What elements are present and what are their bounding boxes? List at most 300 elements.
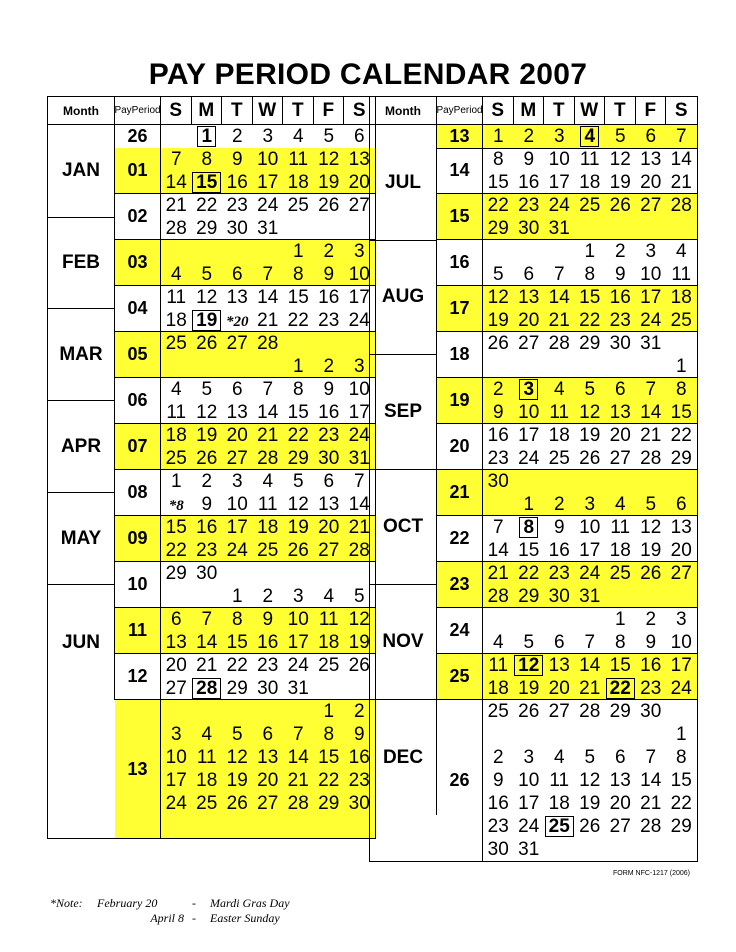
day-cell: 5 <box>523 632 535 653</box>
pay-period-label: 11 <box>115 608 161 654</box>
day-cell: 9 <box>262 609 274 630</box>
day-cell <box>192 240 223 263</box>
week-row <box>161 194 375 217</box>
day-cell <box>161 493 192 516</box>
day-cell: 23 <box>487 448 509 469</box>
day-cell: 19 <box>487 310 509 331</box>
day-cell: 2 <box>262 586 274 607</box>
day-cell: 24 <box>348 425 370 446</box>
day-cell <box>636 470 667 493</box>
day-cell: 14 <box>548 287 570 308</box>
day-cell <box>666 585 697 608</box>
day-cell: 4 <box>170 379 182 400</box>
day-cell: 20 <box>257 770 279 791</box>
day-cell: 30 <box>518 218 540 239</box>
day-cell: 27 <box>518 333 540 354</box>
day-cell: 16 <box>348 747 370 768</box>
footnote <box>50 896 290 926</box>
day-cell: 16 <box>609 287 631 308</box>
day-cell: 7 <box>492 517 504 538</box>
day-cell: 21 <box>196 655 218 676</box>
day-cell: 8 <box>292 264 304 285</box>
day-cell: 30 <box>487 839 509 860</box>
day-cell: 13 <box>609 770 631 791</box>
day-cell: 13 <box>640 149 662 170</box>
day-cell: 10 <box>518 402 540 423</box>
day-cell <box>514 608 545 631</box>
day-cell: 17 <box>287 632 309 653</box>
day-cell: 19 <box>348 632 370 653</box>
day-cell: 6 <box>675 494 687 515</box>
day-cell: 20 <box>165 655 187 676</box>
day-cell: 10 <box>348 379 370 400</box>
day-cell: 14 <box>579 655 601 676</box>
pay-period-label: 24 <box>437 608 483 654</box>
day-cell: 21 <box>548 310 570 331</box>
day-cell: 18 <box>318 632 340 653</box>
day-cell: 14 <box>670 149 692 170</box>
day-cell: 28 <box>165 218 187 239</box>
day-cell: 22 <box>226 655 248 676</box>
day-cell <box>544 355 575 378</box>
day-cell: 6 <box>523 264 535 285</box>
day-cell: 27 <box>165 678 187 699</box>
day-cell: 3 <box>645 241 657 262</box>
month-label: OCT <box>370 470 437 585</box>
note-event: Easter Sunday <box>210 911 280 925</box>
day-cell: 7 <box>675 126 687 147</box>
note-date: February 20 <box>97 896 158 910</box>
day-cell: 8 <box>675 747 687 768</box>
day-cell <box>161 355 192 378</box>
day-cell: 27 <box>609 816 631 837</box>
day-cell <box>544 815 575 838</box>
day-cell: 2 <box>201 471 213 492</box>
week-row <box>483 493 697 516</box>
week-row <box>161 401 375 424</box>
month-label: APR <box>48 401 115 493</box>
day-cell: 16 <box>257 632 279 653</box>
day-cell: 21 <box>165 195 187 216</box>
day-cell <box>666 217 697 240</box>
day-cell <box>161 585 192 608</box>
day-cell: 17 <box>670 655 692 676</box>
day-cell <box>283 815 314 838</box>
week-row <box>483 792 697 815</box>
day-cell: 9 <box>492 770 504 791</box>
day-cell: 9 <box>323 264 335 285</box>
week-row <box>161 723 375 746</box>
day-cell: 21 <box>287 770 309 791</box>
week-row <box>161 516 375 539</box>
day-cell <box>575 838 606 861</box>
day-cell: 27 <box>670 563 692 584</box>
day-cell <box>483 493 514 516</box>
pay-period-label: 02 <box>115 194 161 240</box>
day-cell: 16 <box>226 172 248 193</box>
pay-period-label: 05 <box>115 332 161 378</box>
day-cell <box>605 217 636 240</box>
day-cell <box>314 562 345 585</box>
day-cell: 20 <box>640 172 662 193</box>
day-cell: 30 <box>487 471 509 492</box>
day-cell: 11 <box>257 494 278 515</box>
day-cell: 10 <box>670 632 692 653</box>
day-cell: 15 <box>487 172 509 193</box>
day-cell: 2 <box>492 379 504 400</box>
day-cell: 7 <box>353 471 365 492</box>
month-label: JUL <box>370 125 437 241</box>
day-cell: 4 <box>262 471 274 492</box>
day-cell: 14 <box>196 632 218 653</box>
day-cell <box>575 470 606 493</box>
day-cell: 27 <box>257 793 279 814</box>
payday-marker: 1 <box>197 126 216 147</box>
day-cell <box>605 677 636 700</box>
week-row <box>483 562 697 585</box>
header-day: T <box>283 97 314 124</box>
header-day: T <box>222 97 253 124</box>
day-cell: 14 <box>287 747 309 768</box>
day-cell: 4 <box>614 494 626 515</box>
day-cell: 4 <box>675 241 687 262</box>
week-row <box>483 332 697 355</box>
day-cell <box>283 700 314 723</box>
day-cell: 1 <box>614 609 626 630</box>
header-row <box>369 96 698 125</box>
week-row <box>483 700 697 723</box>
day-cell: 17 <box>579 540 601 561</box>
day-cell <box>314 217 345 240</box>
day-cell: 12 <box>196 402 218 423</box>
day-cell: 18 <box>548 793 570 814</box>
day-cell: 26 <box>196 333 218 354</box>
day-cell: 16 <box>548 540 570 561</box>
day-cell: 20 <box>670 540 692 561</box>
day-cell <box>666 332 697 355</box>
day-cell: 13 <box>670 517 692 538</box>
pay-period-label: 12 <box>115 654 161 700</box>
day-cell: 26 <box>609 195 631 216</box>
day-cell: 19 <box>579 793 601 814</box>
week-row <box>161 700 375 723</box>
week-row <box>161 286 375 309</box>
day-cell <box>222 700 253 723</box>
week-row <box>483 470 697 493</box>
day-cell: 12 <box>640 517 662 538</box>
day-cell: 6 <box>323 471 335 492</box>
week-row <box>483 125 697 148</box>
day-cell: 24 <box>287 655 309 676</box>
month-label: MAR <box>48 309 115 401</box>
week-row <box>483 263 697 286</box>
week-row <box>161 378 375 401</box>
day-cell: 16 <box>318 402 340 423</box>
day-cell <box>222 815 253 838</box>
pay-period-label: 06 <box>115 378 161 424</box>
day-cell <box>283 562 314 585</box>
day-cell: 13 <box>165 632 187 653</box>
day-cell: 11 <box>671 264 692 285</box>
day-cell: 8 <box>323 724 335 745</box>
day-cell: 6 <box>614 379 626 400</box>
day-cell: 7 <box>645 747 657 768</box>
header-pay-period: Pay Period <box>437 97 483 124</box>
day-cell: 2 <box>231 126 243 147</box>
day-cell: 14 <box>165 172 187 193</box>
day-cell: 1 <box>231 586 243 607</box>
day-cell: 22 <box>318 770 340 791</box>
form-number: FORM NFC-1217 (2006) <box>612 870 690 877</box>
day-cell: 16 <box>487 425 509 446</box>
day-cell <box>636 355 667 378</box>
day-cell: 23 <box>640 678 662 699</box>
day-cell: 24 <box>257 195 279 216</box>
day-cell: 14 <box>257 402 279 423</box>
day-cell: 29 <box>670 448 692 469</box>
day-cell: 21 <box>487 563 509 584</box>
day-cell: 4 <box>492 632 504 653</box>
day-cell: 29 <box>670 816 692 837</box>
day-cell: 1 <box>292 241 304 262</box>
week-row <box>483 631 697 654</box>
day-cell: 19 <box>226 770 248 791</box>
note-label: *Note: <box>50 896 83 910</box>
header-month: Month <box>370 97 437 124</box>
day-cell <box>605 585 636 608</box>
header-day: S <box>161 97 192 124</box>
day-cell: 2 <box>523 126 535 147</box>
week-row <box>161 240 375 263</box>
day-cell: 9 <box>645 632 657 653</box>
day-cell <box>222 309 253 332</box>
day-cell: 24 <box>518 816 540 837</box>
day-cell: 23 <box>318 310 340 331</box>
day-cell: 18 <box>548 425 570 446</box>
day-cell: 10 <box>287 609 309 630</box>
day-cell: 21 <box>348 517 370 538</box>
day-cell <box>514 378 545 401</box>
day-cell: 5 <box>584 747 596 768</box>
day-cell <box>192 355 223 378</box>
day-cell: 18 <box>257 517 279 538</box>
day-cell: 20 <box>518 310 540 331</box>
day-cell: 30 <box>548 586 570 607</box>
week-row <box>483 148 697 171</box>
day-cell: 24 <box>670 678 692 699</box>
pay-period-label: 13 <box>115 700 161 838</box>
day-cell: 1 <box>492 126 504 147</box>
day-cell: 10 <box>348 264 370 285</box>
day-cell: 28 <box>287 793 309 814</box>
payday-marker: 22 <box>606 678 635 699</box>
day-cell: 23 <box>487 816 509 837</box>
day-cell: 23 <box>609 310 631 331</box>
day-cell: 23 <box>257 655 279 676</box>
day-cell: 29 <box>518 586 540 607</box>
day-cell <box>666 700 697 723</box>
day-cell: 25 <box>670 310 692 331</box>
week-row <box>161 148 375 171</box>
day-cell <box>192 125 223 148</box>
day-cell: 5 <box>201 379 213 400</box>
day-cell: 7 <box>262 379 274 400</box>
day-cell: 3 <box>231 471 243 492</box>
day-cell: 20 <box>609 425 631 446</box>
header-day: F <box>636 97 667 124</box>
day-cell: 23 <box>348 770 370 791</box>
day-cell: 18 <box>487 678 509 699</box>
day-cell: 29 <box>579 333 601 354</box>
pay-period-label: 23 <box>437 562 483 608</box>
day-cell <box>253 355 284 378</box>
day-cell: 5 <box>584 379 596 400</box>
day-cell: 20 <box>548 678 570 699</box>
day-cell: 11 <box>610 517 631 538</box>
day-cell: 4 <box>201 724 213 745</box>
day-cell: 3 <box>292 586 304 607</box>
header-pay-period: Pay Period <box>115 97 161 124</box>
day-cell: 15 <box>518 540 540 561</box>
day-cell <box>192 585 223 608</box>
day-cell <box>514 654 545 677</box>
day-cell: 12 <box>287 494 309 515</box>
day-cell: 29 <box>609 701 631 722</box>
day-cell <box>575 355 606 378</box>
day-cell: 19 <box>287 517 309 538</box>
day-cell: 27 <box>609 448 631 469</box>
week-row <box>483 378 697 401</box>
payday-marker: 19 <box>192 310 221 331</box>
pay-period-label: 10 <box>115 562 161 608</box>
payday-marker: 4 <box>580 126 599 147</box>
day-cell: 26 <box>579 448 601 469</box>
day-cell: 15 <box>226 632 248 653</box>
day-cell <box>544 470 575 493</box>
day-cell: 28 <box>640 816 662 837</box>
day-cell: 29 <box>226 678 248 699</box>
day-cell <box>544 240 575 263</box>
day-cell: 25 <box>548 448 570 469</box>
day-cell: 31 <box>548 218 570 239</box>
header-day: W <box>575 97 606 124</box>
day-cell: 26 <box>287 540 309 561</box>
pay-period-label: 18 <box>437 332 483 378</box>
day-cell <box>192 171 223 194</box>
day-cell <box>636 217 667 240</box>
day-cell <box>575 125 606 148</box>
day-cell: 30 <box>196 563 218 584</box>
week-row <box>161 562 375 585</box>
day-cell <box>666 838 697 861</box>
week-row <box>483 723 697 746</box>
day-cell: 19 <box>579 425 601 446</box>
day-cell: 21 <box>670 172 692 193</box>
note-sep: - <box>192 896 196 910</box>
week-row <box>483 516 697 539</box>
day-cell: 14 <box>640 402 662 423</box>
day-cell: 25 <box>318 655 340 676</box>
day-cell: 4 <box>170 264 182 285</box>
day-cell <box>283 332 314 355</box>
day-cell <box>544 608 575 631</box>
day-cell: 8 <box>292 379 304 400</box>
day-cell: 12 <box>579 402 601 423</box>
day-cell: 16 <box>487 793 509 814</box>
week-row <box>161 746 375 769</box>
day-cell: 26 <box>348 655 370 676</box>
week-row <box>161 125 375 148</box>
payday-marker: 25 <box>545 816 574 837</box>
day-cell: 30 <box>318 448 340 469</box>
day-cell: 5 <box>645 494 657 515</box>
day-cell: 24 <box>640 310 662 331</box>
day-cell: 2 <box>323 241 335 262</box>
pay-period-label: 01 <box>115 148 161 194</box>
day-cell <box>161 700 192 723</box>
day-cell: 10 <box>257 149 279 170</box>
day-cell: 15 <box>609 655 631 676</box>
day-cell: 18 <box>609 540 631 561</box>
day-cell: 22 <box>196 195 218 216</box>
day-cell: 26 <box>518 701 540 722</box>
day-cell: 7 <box>553 264 565 285</box>
day-cell: 7 <box>584 632 596 653</box>
day-cell: 19 <box>518 678 540 699</box>
day-cell: 28 <box>548 333 570 354</box>
week-row <box>161 539 375 562</box>
day-cell: 3 <box>262 126 274 147</box>
day-cell <box>222 240 253 263</box>
day-cell: 14 <box>257 287 279 308</box>
day-cell: 25 <box>165 448 187 469</box>
day-cell <box>514 240 545 263</box>
day-cell: 18 <box>670 287 692 308</box>
day-cell: 15 <box>579 287 601 308</box>
day-cell <box>605 470 636 493</box>
day-cell: 30 <box>640 701 662 722</box>
day-cell: 10 <box>548 149 570 170</box>
day-cell: 30 <box>226 218 248 239</box>
day-cell: 6 <box>170 609 182 630</box>
day-cell: 17 <box>518 425 540 446</box>
week-row <box>161 470 375 493</box>
day-cell: 5 <box>231 724 243 745</box>
day-cell: 18 <box>196 770 218 791</box>
day-cell: 5 <box>614 126 626 147</box>
day-cell: 22 <box>287 425 309 446</box>
day-cell: 22 <box>579 310 601 331</box>
header-day: M <box>514 97 545 124</box>
day-cell: 11 <box>579 149 600 170</box>
day-cell: 11 <box>318 609 339 630</box>
header-day: M <box>192 97 223 124</box>
day-cell <box>222 562 253 585</box>
day-cell: 18 <box>287 172 309 193</box>
day-cell: 22 <box>518 563 540 584</box>
week-row <box>483 654 697 677</box>
day-cell: 28 <box>579 701 601 722</box>
day-cell <box>514 723 545 746</box>
day-cell: 3 <box>553 126 565 147</box>
day-cell: 22 <box>670 793 692 814</box>
week-row <box>483 424 697 447</box>
day-cell: 17 <box>640 287 662 308</box>
day-cell: 11 <box>549 770 570 791</box>
day-cell <box>636 585 667 608</box>
week-row <box>483 585 697 608</box>
day-cell: 25 <box>579 195 601 216</box>
